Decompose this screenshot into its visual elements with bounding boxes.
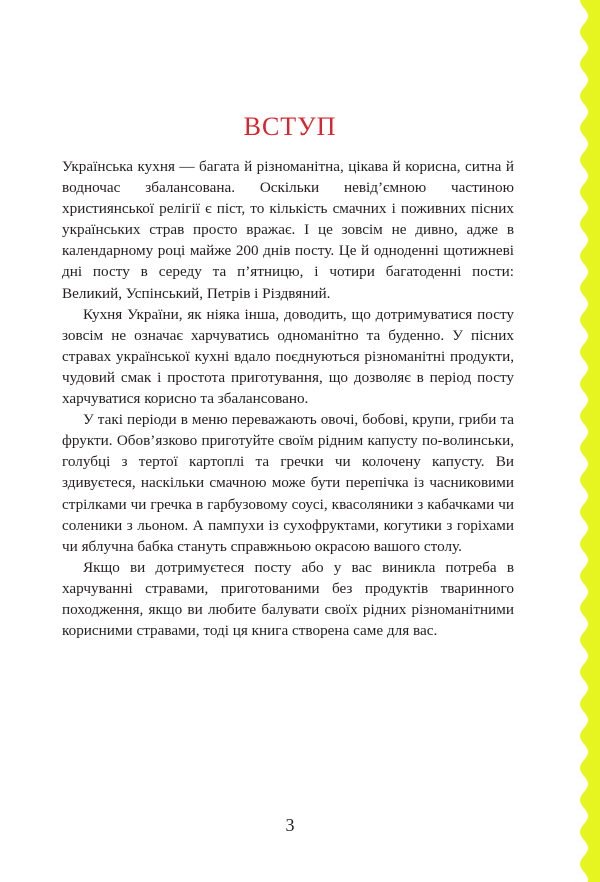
paragraph-1: Українська кухня — багата й різноманітна, цікава й корисна, ситна й водночас збалансована. Оскільки невід’ємною частиною християнської релігії є піст, то кількість смачних і поживних пісних українських страв просто вражає. І це зовсім не дивно, адже в календарному році майже 200 днів посту. Це й одноденні щотижневі дні посту в середу та п’ятницю, і чотири багатоденні пости: Великий, Успінський, Петрів і Різдвяний. — [62, 158, 514, 302]
body-text — [62, 156, 514, 641]
page-number: 3 — [285, 815, 295, 835]
paragraph-2: Кухня України, як ніяка інша, доводить, що дотримуватися посту зовсім не означає харчуватись одноманітно та буденно. У пісних стравах української кухні вдало поєднуються різноманітні продукти, чудовий смак і простота приготування, що дозволяє в період посту харчуватися корисно та збалансовано. — [62, 305, 514, 408]
paragraph-4: Якщо ви дотримуєтеся посту або у вас виникла потреба в харчуванні стравами, приготованими без продуктів тваринного походження, якщо ви любите балувати своїх рідних різноманітними корисними стравами, тоді ця книга створена саме для вас. — [62, 558, 514, 640]
paragraph-3: У такі періоди в меню переважають овочі, бобові, крупи, гриби та фрукти. Обов’язково приготуйте своїм рідним капусту по-волинськи, голубці з тертої картоплі та гречки чи колочену капусту. Ви здивуєтеся, наскільки смачною може бути перепічка із часниковими стрілками чи гречка в гарбузовому соусі, квасоляники з кабачками чи соленики з льоном. А пампухи із сухофруктами, когутики з горіхами чи яблучна бабка стануть справжньою окрасою вашого столу. — [62, 411, 514, 555]
page-title: ВСТУП — [243, 112, 337, 141]
